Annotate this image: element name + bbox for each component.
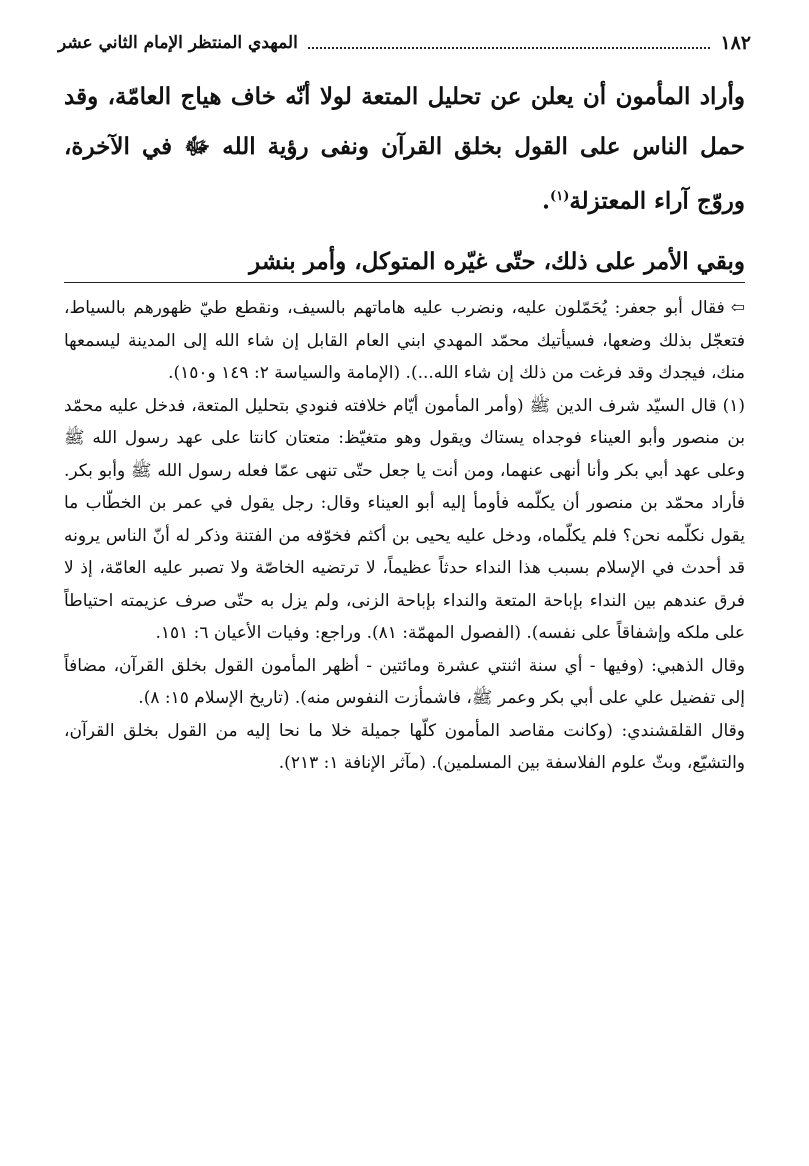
main-paragraph-text: وأراد المأمون أن يعلن عن تحليل المتعة لولا أنّه خاف هياج العامّة، وقد حمل الناس على القول بخلق القرآن ونفى رؤية الله ﷻ في الآخرة، وروّج آراء المعتزلة <box>64 83 745 215</box>
continuation-arrow-icon: ⇦ <box>730 298 745 318</box>
running-title: المهدي المنتظر الإمام الثاني عشر <box>58 33 298 53</box>
footnote-1-text: قال السيّد شرف الدين ﷺ (وأمر المأمون أيّام خلافته فنودي بتحليل المتعة، فدخل عليه محمّد بن منصور وأبو العيناء فوجداه يستاك ويقول وهو متغيّظ: متعتان كانتا على عهد رسول الله ﷺ وعلى عهد أبي بكر وأنا أنهى عنهما، ومن أنت يا جعل حتّى تنهى عمّا فعله رسول الله ﷺ وأبو بكر. فأراد محمّد بن منصور أن يكلّمه فأومأ إليه أبو العيناء وقال: رجل يقول في عمر بن الخطّاب ما يقول نكلّمه نحن؟ فلم يكلّماه، ودخل عليه يحيى بن أكثم فخوّفه من الفتنة وذكر له أنّ الناس يرونه قد أحدث في الإسلام بسبب هذا النداء حدثاً عظيماً، لا ترتضيه الخاصّة ولا تصبر عليه العامّة، إذ لا فرق عندهم بين النداء بإباحة المتعة والنداء بإباحة الزنى، ولم يزل به حتّى صرف عزيمته احتياطاً على ملكه وإشفاقاً على نفسه). (الفصول المهمّة: ٨١). وراجع: وفيات الأعيان ٦: ١٥١. <box>64 395 746 643</box>
main-text <box>64 72 745 297</box>
footnote-number: (١) <box>722 395 745 416</box>
footnote-continuation <box>64 292 745 390</box>
main-paragraph-end: . <box>542 187 551 215</box>
footnote-1 <box>64 390 745 650</box>
page-number: ١٨٢ <box>720 32 751 54</box>
page-header <box>58 28 751 58</box>
footnote-1-dhahabi: وقال الذهبي: (وفيها - أي سنة اثنتي عشرة ومائتين - أظهر المأمون القول بخلق القرآن، مضافاً إلى تفضيل علي على أبي بكر وعمر ﷺ، فاشمأزت النفوس منه). (تاريخ الإسلام ١٥: ٨). <box>64 655 745 708</box>
main-paragraph-2: وبقي الأمر على ذلك، حتّى غيّره المتوكل، وأمر بنشر <box>249 247 745 275</box>
footnote-continuation-text: فقال أبو جعفر: يُحَمّلون عليه، ونضرب عليه هاماتهم بالسيف، ونقطع طيّ ظهورهم بالسياط، فتعجّل بذلك وضعها، فسيأتيك محمّد المهدي ابني العام القابل إن شاء الله إلى المدينة ليسمعها منك، فيجدك وقد فرغت من ذلك إن شاء الله...). (الإمامة والسياسة ٢: ١٤٩ و١٥٠). <box>64 298 745 383</box>
footnote-reference[interactable]: (١) <box>550 189 570 204</box>
main-paragraph <box>64 72 745 227</box>
header-dotted-leader <box>308 37 711 49</box>
footnotes <box>64 292 745 780</box>
footnote-1-qalqashandi: وقال القلقشندي: (وكانت مقاصد المأمون كلّها جميلة خلا ما نحا إليه من القول بخلق القرآن، والتشيّع، وبثّ علوم الفلاسفة بين المسلمين). (مآثر الإنافة ١: ٢١٣). <box>64 720 745 773</box>
footnote-separator <box>64 282 745 283</box>
